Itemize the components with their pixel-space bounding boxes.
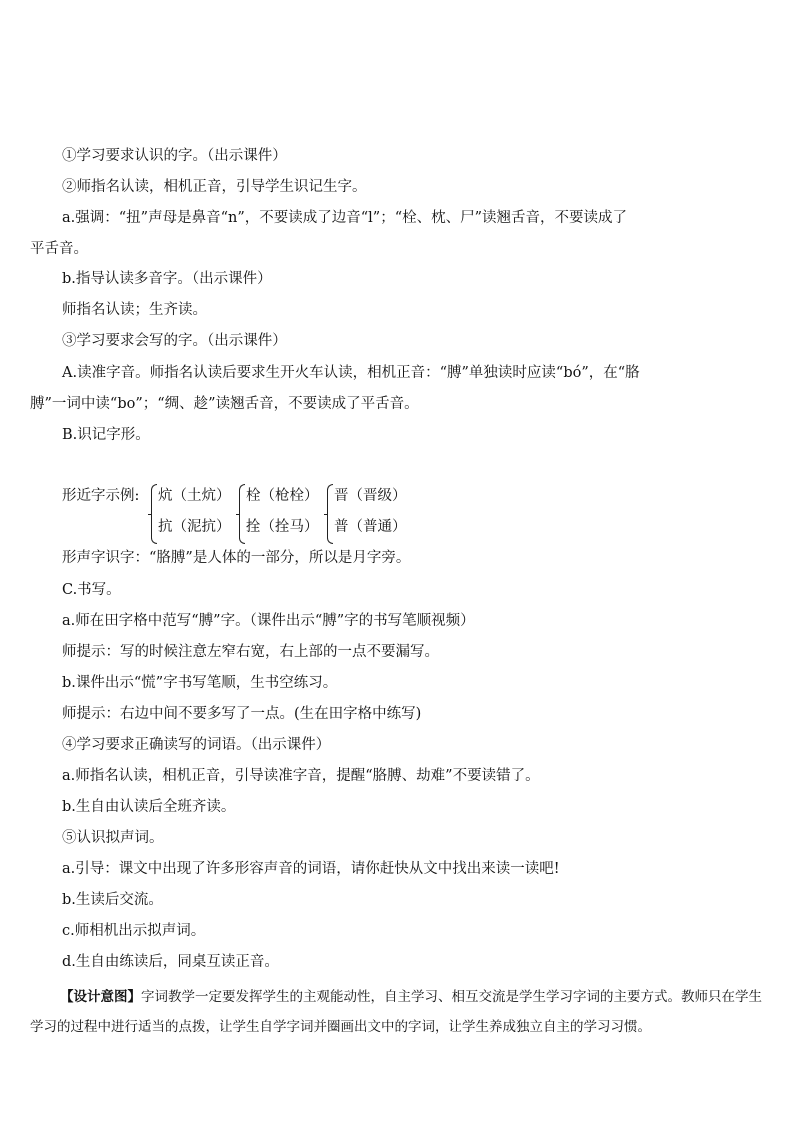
brace-icon	[239, 484, 245, 544]
text-line: a.强调：“扭”声母是鼻音“n”，不要读成了边音“l”；“栓、枕、尸”读翘舌音，不要读成了	[62, 210, 628, 226]
design-intent-paragraph	[30, 982, 770, 1042]
text-line: ④学习要求正确读写的词语。（出示课件）	[62, 737, 331, 753]
text-line: c.师相机出示拟声词。	[62, 923, 206, 939]
text-line: b.生读后交流。	[62, 892, 163, 908]
text-line: d.生自由练读后，同桌互读正音。	[62, 954, 279, 970]
text-line: a.师在田字格中范写“膊”字。（课件出示“膊”字的书写笔顺视频）	[62, 613, 475, 629]
text-line: ③学习要求会写的字。（出示课件）	[62, 333, 287, 349]
text-line: C.书写。	[62, 582, 121, 598]
text-line: 师提示：右边中间不要多写了一点。(生在田字格中练写)	[62, 706, 422, 722]
comparison-item: 栓（枪栓）	[246, 488, 319, 504]
text-line: ①学习要求认识的字。（出示课件）	[62, 148, 287, 164]
text-line: ⑤认识拟声词。	[62, 830, 164, 846]
comparison-label: 形近字示例:	[62, 488, 140, 504]
text-line: 师提示：写的时候注意左窄右宽，右上部的一点不要漏写。	[62, 644, 439, 660]
text-line: 膊”一词中读“bo”；“绸、趁”读翘舌音，不要读成了平舌音。	[30, 396, 419, 412]
comparison-item: 拴（拴马）	[246, 519, 319, 535]
comparison-item: 晋（晋级）	[334, 488, 407, 504]
comparison-item: 普（普通）	[334, 519, 407, 535]
text-line: b.生自由认读后全班齐读。	[62, 799, 236, 815]
text-line: b.课件出示“慌”字书写笔顺，生书空练习。	[62, 675, 338, 691]
comparison-item: 抗（泥抗）	[158, 519, 231, 535]
text-line: a.引导：课文中出现了许多形容声音的词语，请你赶快从文中找出来读一读吧!	[62, 861, 560, 877]
design-intent-tag: 【设计意图】	[60, 989, 141, 1005]
design-intent-text: 字词教学一定要发挥学生的主观能动性，自主学习、相互交流是学生学习字词的主要方式。教师只在学生学习的过程中进行适当的点拨，让学生自学字词并圈画出文中的字词，让学生养成独立自主的学习习惯。	[30, 989, 762, 1035]
text-line: A.读准字音。师指名认读后要求生开火车认读，相机正音：“膊”单独读时应读“bó”，在“胳	[62, 365, 640, 381]
text-line: ②师指名认读，相机正音，引导学生识记生字。	[62, 179, 367, 195]
text-line: 形声字识字：“胳膊”是人体的一部分，所以是月字旁。	[62, 550, 411, 566]
comparison-item: 炕（土炕）	[158, 488, 231, 504]
brace-icon	[327, 484, 333, 544]
text-line: b.指导认读多音字。（出示课件）	[62, 271, 272, 287]
text-line: 平舌音。	[30, 241, 88, 257]
text-line: 师指名认读；生齐读。	[62, 302, 207, 318]
brace-icon	[151, 484, 157, 544]
text-line: a.师指名认读，相机正音，引导读准字音，提醒“胳膊、劫难”不要读错了。	[62, 768, 540, 784]
text-line: B.识记字形。	[62, 427, 150, 443]
